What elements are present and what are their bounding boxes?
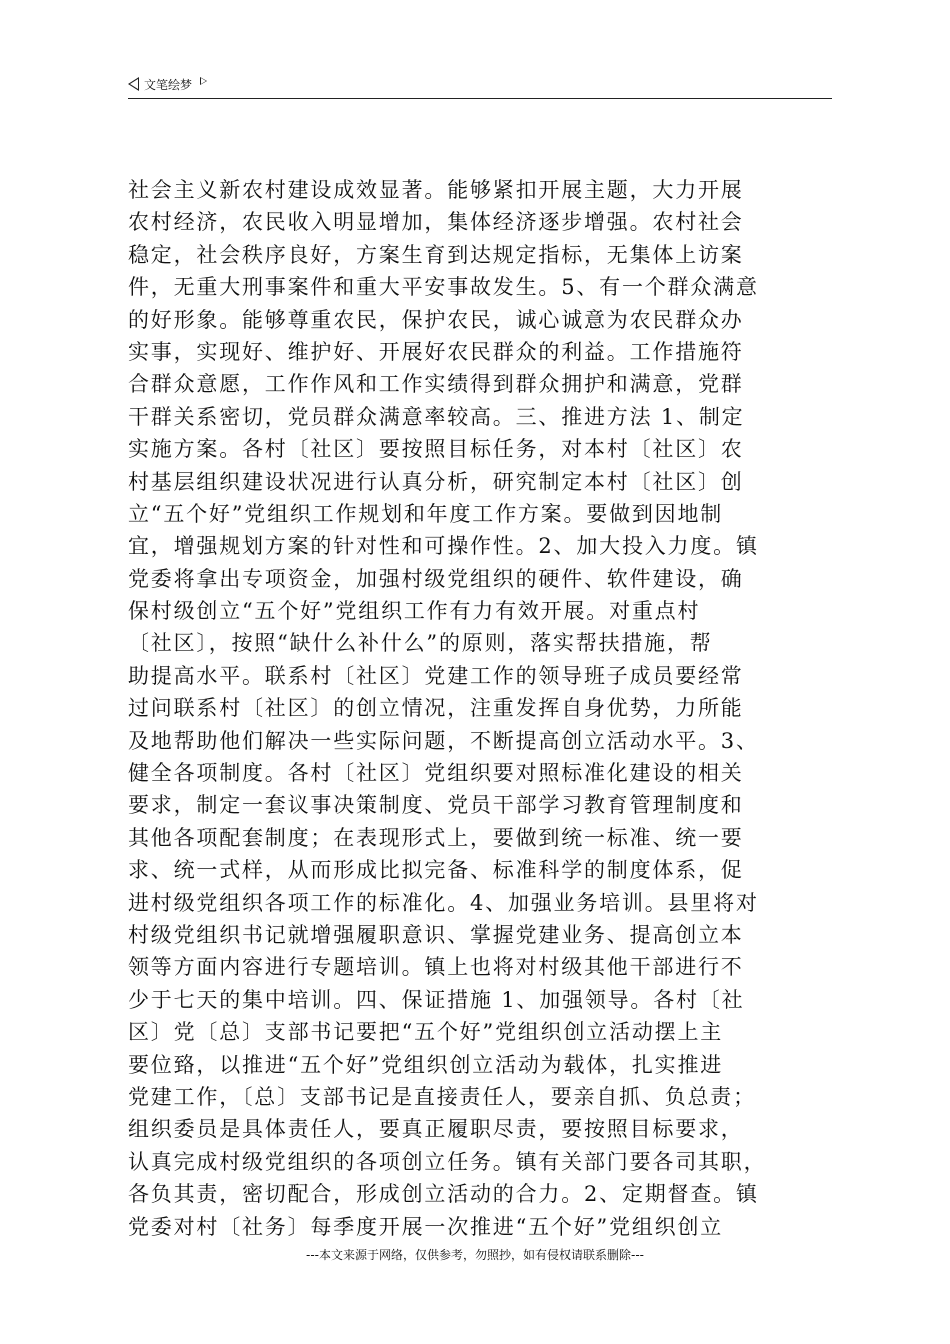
body-line: 保村级创立“五个好”党组织工作有力有效开展。对重点村 bbox=[128, 599, 701, 624]
body-line: 少于七天的集中培训。四、保证措施 1、加强领导。各村〔社 bbox=[128, 987, 745, 1012]
footer-notice: ---本文来源于网络，仅供参考，勿照抄，如有侵权请联系删除--- bbox=[306, 1248, 644, 1262]
body-line: 社会主义新农村建设成效显著。能够紧扣开展主题，大力开展 bbox=[128, 178, 744, 202]
header-brand-group bbox=[128, 74, 207, 94]
body-line: 进村级党组织各项工作的标准化。4、加强业务培训。县里将对 bbox=[128, 890, 759, 915]
body-line: 实事，实现好、维护好、开展好农民群众的利益。工作措施符 bbox=[128, 339, 744, 364]
page-header bbox=[128, 72, 832, 99]
body-line: 件，无重大刑事案件和重大平安事故发生。5、有一个群众满意 bbox=[128, 275, 759, 300]
document-body bbox=[128, 174, 838, 1243]
body-line: 领等方面内容进行专题培训。镇上也将对村级其他干部进行不 bbox=[128, 955, 744, 980]
body-line: 过问联系村〔社区〕的创立情况，注重发挥自身优势，力所能 bbox=[128, 696, 744, 721]
body-line: 各负其责，密切配合，形成创立活动的合力。2、定期督查。镇 bbox=[128, 1182, 759, 1207]
body-line: 稳定，社会秩序良好，方案生育到达规定指标，无集体上访案 bbox=[128, 242, 744, 267]
triangle-right-icon bbox=[200, 77, 207, 85]
body-line: 其他各项配套制度；在表现形式上，要做到统一标准、统一要 bbox=[128, 825, 744, 850]
body-line: 实施方案。各村〔社区〕要按照目标任务，对本村〔社区〕农 bbox=[128, 437, 744, 462]
body-line: 组织委员是具体责任人，要真正履职尽责，要按照目标要求， bbox=[128, 1117, 744, 1142]
body-line: 村基层组织建设状况进行认真分析，研究制定本村〔社区〕创 bbox=[128, 469, 744, 494]
body-line: 立“五个好”党组织工作规划和年度工作方案。要做到因地制 bbox=[128, 501, 724, 526]
body-line: 干群关系密切，党员群众满意率较高。三、推进方法 1、制定 bbox=[128, 404, 745, 429]
body-line: 党建工作，〔总〕支部书记是直接责任人，要亲自抓、负总责； bbox=[128, 1084, 756, 1109]
body-line: 区〕党〔总〕支部书记要把“五个好”党组织创立活动摆上主 bbox=[128, 1020, 724, 1045]
header-brand: 文笔绘梦 bbox=[144, 77, 193, 92]
body-line: 要求，制定一套议事决策制度、党员干部学习教育管理制度和 bbox=[128, 793, 744, 818]
body-line: 助提高水平。联系村〔社区〕党建工作的领导班子成员要经常 bbox=[128, 663, 744, 688]
body-line: 求、统一式样，从而形成比拟完备、标准科学的制度体系，促 bbox=[128, 858, 744, 883]
triangle-left-icon bbox=[128, 77, 139, 91]
body-line: 要位臵，以推进“五个好”党组织创立活动为载体，扎实推进 bbox=[128, 1052, 724, 1077]
body-line: 及地帮助他们解决一些实际问题，不断提高创立活动水平。3、 bbox=[128, 728, 759, 753]
body-line: 宜，增强规划方案的针对性和可操作性。2、加大投入力度。镇 bbox=[128, 534, 759, 559]
body-line: 党委对村〔社务〕每季度开展一次推进“五个好”党组织创立 bbox=[128, 1214, 724, 1239]
body-line: 农村经济，农民收入明显增加，集体经济逐步增强。农村社会 bbox=[128, 210, 744, 235]
body-line: 合群众意愿，工作作风和工作实绩得到群众拥护和满意，党群 bbox=[128, 372, 744, 397]
body-line: 健全各项制度。各村〔社区〕党组织要对照标准化建设的相关 bbox=[128, 761, 744, 786]
body-line: 的好形象。能够尊重农民，保护农民，诚心诚意为农民群众办 bbox=[128, 307, 744, 332]
body-line: 〔社区〕，按照“缺什么补什么”的原则，落实帮扶措施，帮 bbox=[128, 631, 713, 656]
body-line: 村级党组织书记就增强履职意识、掌握党建业务、提高创立本 bbox=[128, 922, 744, 947]
body-line: 党委将拿出专项资金，加强村级党组织的硬件、软件建设，确 bbox=[128, 566, 744, 591]
body-line: 认真完成村级党组织的各项创立任务。镇有关部门要各司其职， bbox=[128, 1149, 767, 1174]
